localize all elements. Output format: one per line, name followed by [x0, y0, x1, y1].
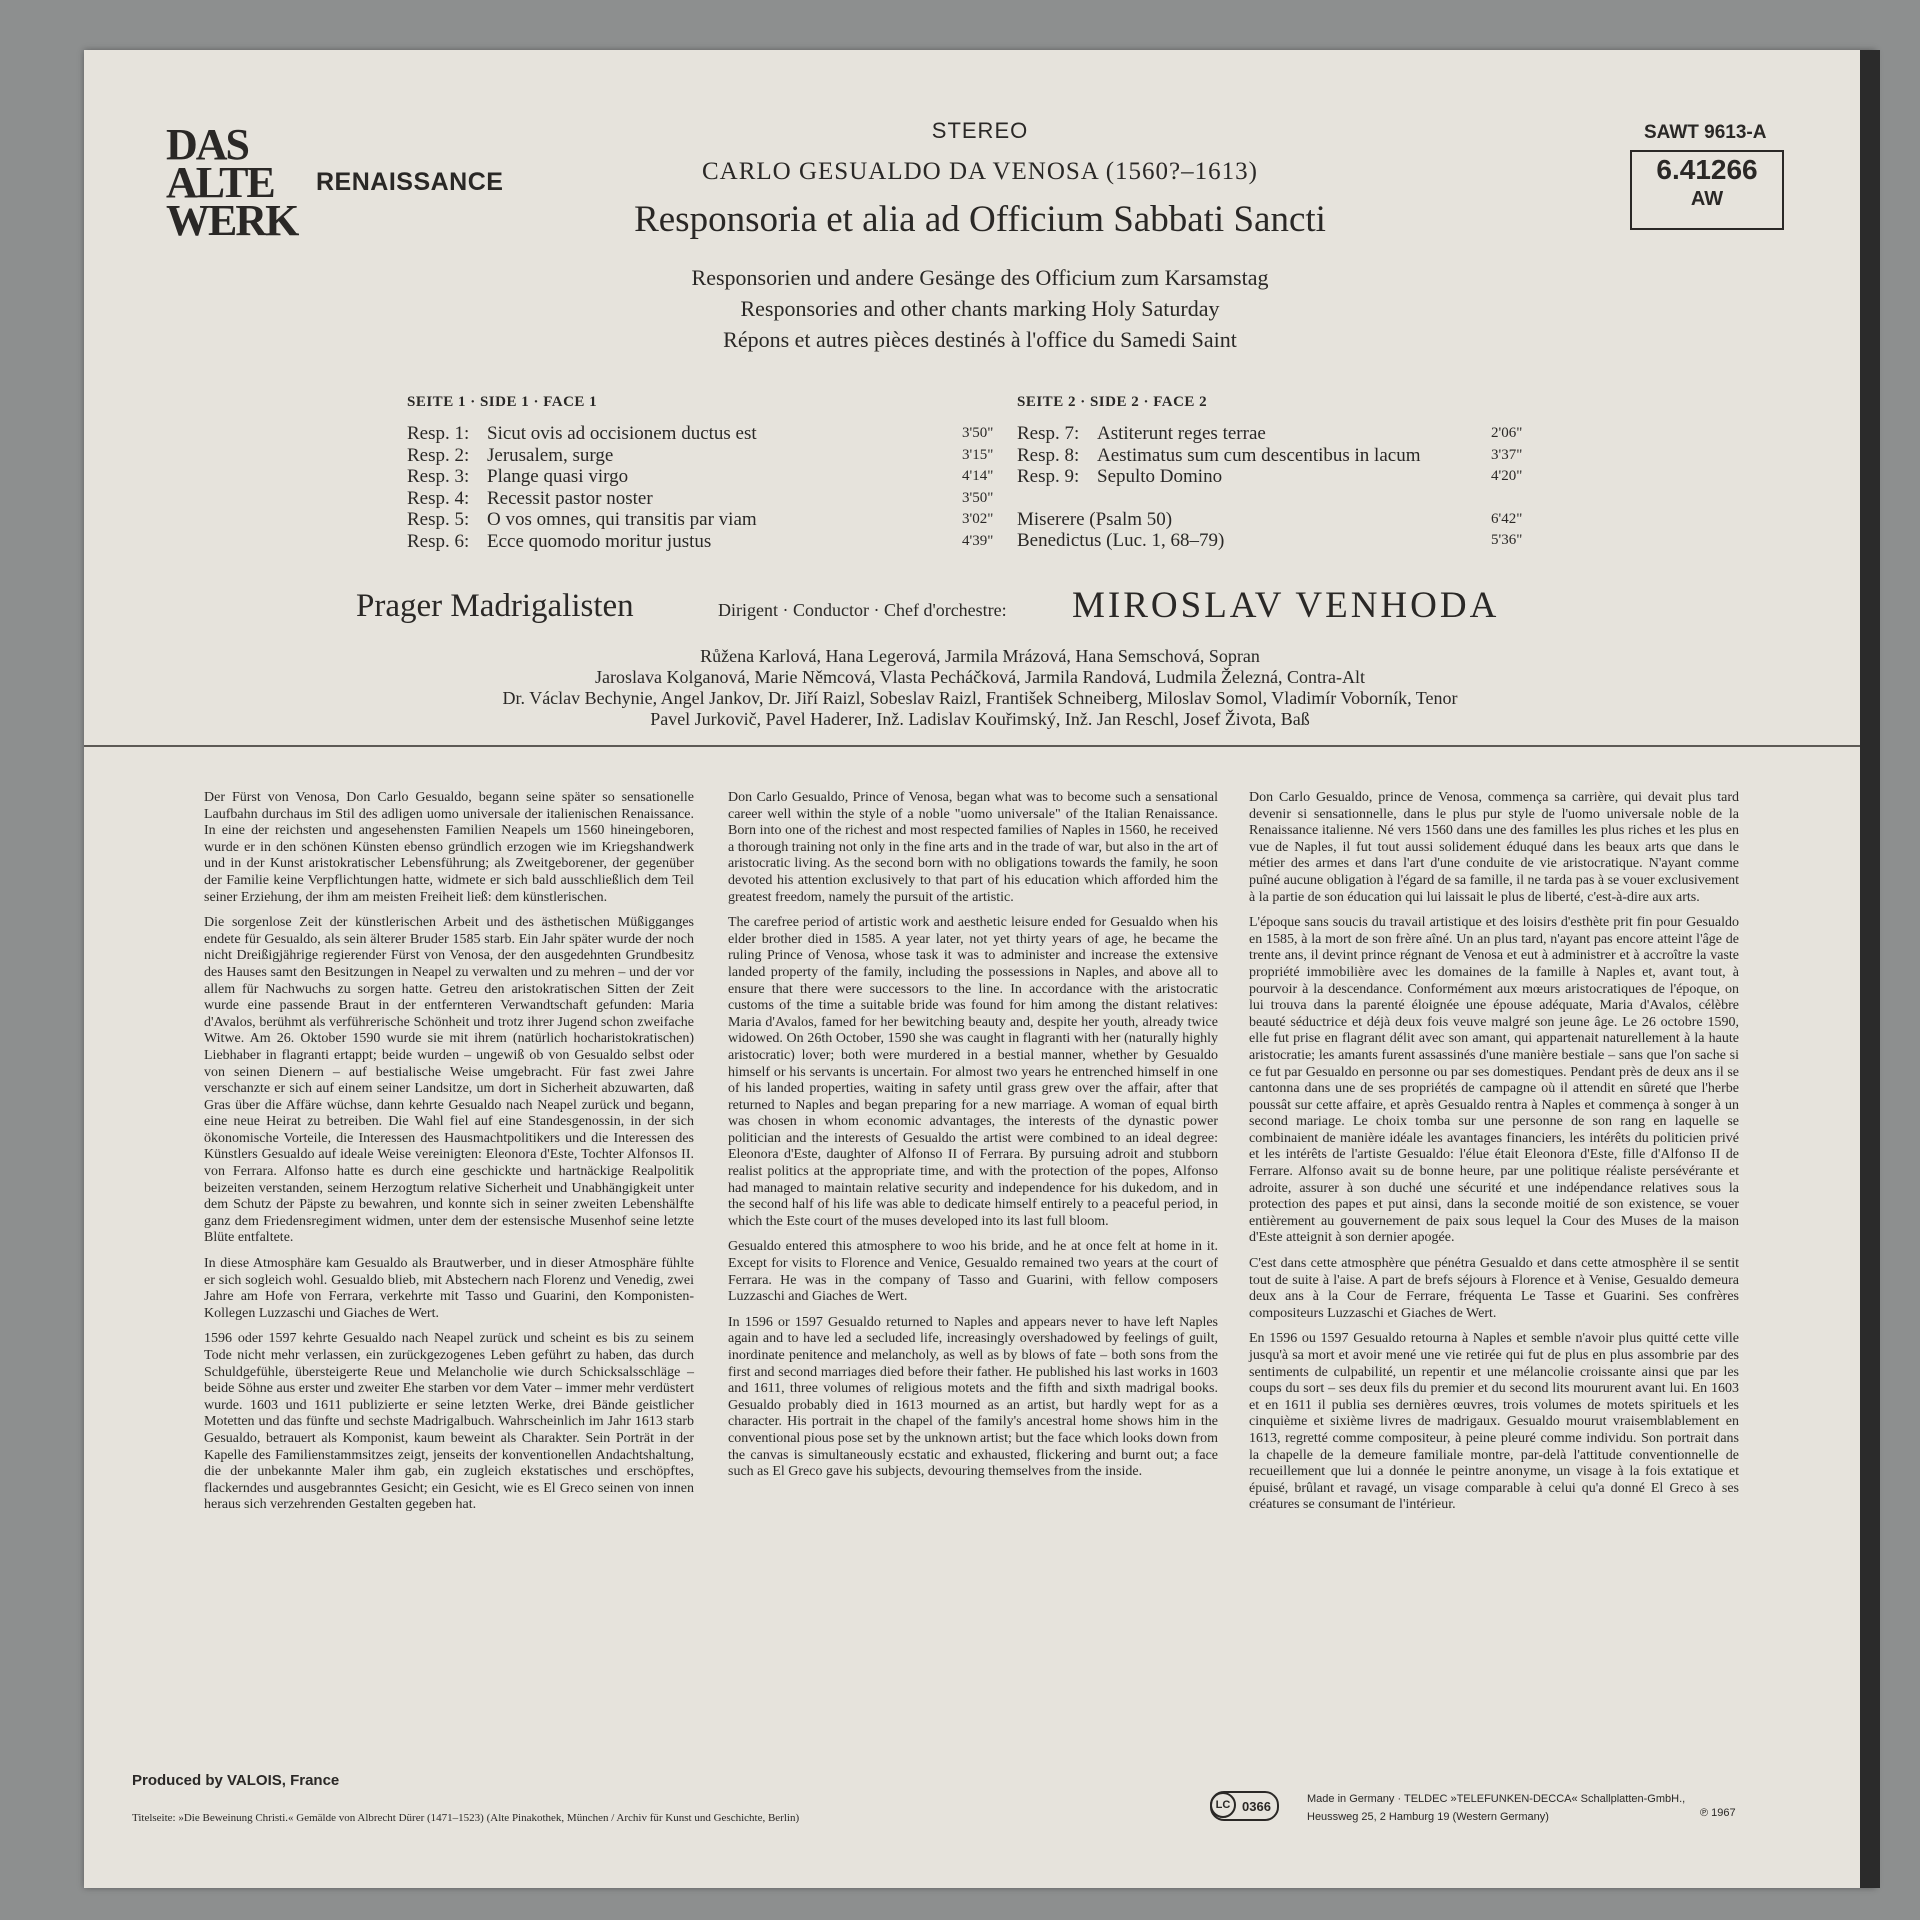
- notes-english: [728, 790, 1218, 1490]
- track-code: Resp. 1:: [407, 423, 470, 444]
- paragraph: In diese Atmosphäre kam Gesualdo als Brautwerber, und in dieser Atmosphäre fühlte er sich sogleich wohl. Gesualdo blieb, mit Abstechern nach Florenz und Venedig, zwei Jahre am Hofe von Ferrara, verkehrte mit Tasso und Guarini, den Komponisten-Kollegen Luzzaschi und Giaches de Wert.: [204, 1256, 694, 1321]
- conductor-label: Dirigent · Conductor · Chef d'orchestre:: [718, 600, 1007, 620]
- side-1-heading: SEITE 1 · SIDE 1 · FACE 1: [407, 394, 598, 410]
- track-duration: 6'42": [1491, 510, 1523, 527]
- singers-list: [84, 646, 1876, 730]
- label-code-badge: [1210, 1791, 1279, 1821]
- paragraph: 1596 oder 1597 kehrte Gesualdo nach Neapel zurück und scheint es bis zu seinem Tode nicht mehr verlassen, ein zurückgezogenes Leben geführt zu haben, das durch Schuldgefühle, übersteigerte Reue und Melancholie wie durch Schicksalsschläge – beide Söhne aus erster und zweiter Ehe starben vor dem Vater – immer mehr verdüstert wurde. 1603 und 1611 publizierte er seine letzten Werke, drei Bände geistlicher Motetten und das fünfte und sechste Madrigalbuch. Wahrscheinlich im Jahr 1613 starb Gesualdo, betrauert als Komponist, kaum beweint als Charakter. Sein Porträt in der Kapelle des Familienstammsitzes zeigt, jenseits der konventionellen Andachtshaltung, die der unbekannte Maler ihm gab, ein zugleich ekstatisches und erschöpftes, flackerndes und ausgebranntes Gesicht; ein Gesicht, wie es El Greco seinen von innen heraus sich verzehrenden Gestalten gegeben hat.: [204, 1331, 694, 1513]
- track-duration: 3'50": [962, 489, 994, 506]
- paragraph: Der Fürst von Venosa, Don Carlo Gesualdo, begann seine später so sensationelle Laufbahn durchaus im Stil des adligen uomo universale der italienischen Renaissance. In eine der reichsten und angesehensten Familien Neapels um 1560 hineingeboren, wurde er in den schönen Künsten ebenso gründlich erzogen wie im Kriegshandwerk und in der Kunst aristokratischer Lebensführung; als Zweitgeborener, der gegenüber der Familie keine Verpflichtungen hatte, widmete er sich bald ausschließlich dem Teil seiner Erziehung, der ihm am meisten Freiheit ließ: dem künstlerischen.: [204, 790, 694, 905]
- produced-by: Produced by VALOIS, France: [132, 1772, 340, 1789]
- subtitle-french: Répons et autres pièces destinés à l'office du Samedi Saint: [723, 327, 1237, 352]
- track-row: [407, 445, 1007, 467]
- logo-line: DAS: [166, 120, 249, 169]
- subtitle-english: Responsories and other chants marking Holy Saturday: [740, 296, 1220, 321]
- singers-bass: Pavel Jurkovič, Pavel Haderer, Inž. Ladislav Kouřimský, Inž. Jan Reschl, Josef Života, Baß: [650, 709, 1310, 729]
- catalog-suffix: AW: [1690, 188, 1724, 210]
- side-2-heading: SEITE 2 · SIDE 2 · FACE 2: [1017, 394, 1208, 410]
- paragraph: Don Carlo Gesualdo, prince de Venosa, commença sa carrière, qui devait plus tard devenir si sensationnelle, dans le plus pur style de l'uomo universale noble de la Renaissance italienne. Né vers 1560 dans une des familles les plus riches et les plus en vue de Naples, il fut tout aussi solidement éduqué dans les beaux arts que dans le métier des armes et dans l'art d'une conduite de vie aristocratique. N'ayant comme puîné aucune obligation à l'égard de sa famille, il ne tarda pas à se vouer exclusivement à la partie de son éducation qui lui laissait le plus de liberté, c'est-à-dire aux arts.: [1249, 790, 1740, 905]
- sleeve-spine-edge: [1860, 50, 1880, 1888]
- conductor-name: MIROSLAV VENHODA: [1072, 585, 1500, 626]
- track-code: Resp. 4:: [407, 487, 470, 509]
- singers-alto: Jaroslava Kolganová, Marie Němcová, Vlasta Pecháčková, Jarmila Randová, Ludmila Železná, Contra-Alt: [595, 667, 1365, 687]
- composer-name: CARLO GESUALDO DA VENOSA (1560?–1613): [702, 158, 1258, 185]
- track-row: [407, 466, 1007, 488]
- track-duration: 3'15": [962, 446, 994, 463]
- track-row: [407, 488, 1007, 510]
- track-title: Jerusalem, surge: [487, 444, 614, 466]
- catalog-box: [1630, 150, 1784, 230]
- track-title: Plange quasi virgo: [487, 466, 629, 487]
- subtitles: [84, 262, 1876, 355]
- track-title: Recessit pastor noster: [487, 487, 653, 509]
- track-row: [1017, 530, 1577, 552]
- track-duration: 4'20": [1491, 468, 1523, 484]
- paragraph: The carefree period of artistic work and aesthetic leisure ended for Gesualdo when his elder brother died in 1585. A year later, not yet thirty years of age, he became the ruling Prince of Venosa, whose task it was to administer and increase the extensive landed property of the family, including the possessions in Naples, and above all to ensure that there were successors to the line. In accordance with the aristocratic customs of the time a suitable bride was found for him among the distant relatives: Maria d'Avalos, famed for her bewitching beauty and, despite her youth, already twice widowed. On 26th October, 1590 she was caught in flagranti with her (naturally highly aristocratic) lover; both were murdered in a bestial manner, whether by Gesualdo himself or his servants is uncertain. For almost two years he entrenched himself in one of his landed properties, waiting in safety until grass grew over the affair, after that returned to Naples and began preparing for a new marriage. A woman of equal birth was chosen in whom economic advantages, the interests of the dynastic power politician and the interests of Gesualdo the artist were combined to an ideal degree: Eleonora d'Este, daughter of Alfonso II of Ferrara. By pursuing adroit and stubborn realist politics at the appropriate time, and with the protection of the popes, Alfonso had managed to maintain relative security and independence for his dukedom, and in the second half of his life was able to dedicate himself entirely to a peaceful period, in which the Este court of the muses developed into its last full bloom.: [728, 915, 1218, 1229]
- track-duration: 3'50": [962, 425, 994, 441]
- track-duration: 4'14": [962, 468, 994, 484]
- side-2-tracklist: [1017, 394, 1577, 552]
- phonogram-year: ℗ 1967: [1700, 1807, 1736, 1819]
- paragraph: In 1596 or 1597 Gesualdo returned to Naples and appears never to have left Naples again and to have led a secluded life, increasingly overshadowed by feelings of guilt, inordinate penitence and melancholy, as well as by blows of fate – both sons from the first and second marriages died before their father. He published his last works in 1603 and 1611, three volumes of religious motets and the fifth and sixth madrigal books. Gesualdo probably died in 1613 mourned as an artist, but hardly wept for as a character. His portrait in the chapel of the family's ancestral home shows him in the conventional pious pose set by the unknown artist; but the face which looks down from the canvas is simultaneously ecstatic and exhausted, flickering and burnt out; a face such as El Greco gave his subjects, devouring themselves from the inside.: [728, 1314, 1218, 1480]
- track-row: [407, 423, 1007, 445]
- track-code: Resp. 3:: [407, 466, 470, 487]
- track-title: Ecce quomodo moritur justus: [487, 530, 712, 552]
- track-title: Miserere (Psalm 50): [1017, 508, 1173, 530]
- logo-line: ALTE: [166, 158, 274, 207]
- notes-german: [204, 790, 694, 1523]
- catalog-code: SAWT 9613-A: [1644, 122, 1767, 143]
- track-title: Astiterunt reges terrae: [1097, 423, 1266, 444]
- ensemble-name: Prager Madrigalisten: [356, 588, 634, 624]
- track-code: Resp. 9:: [1017, 466, 1080, 487]
- lc-number: 0366: [1242, 1798, 1271, 1814]
- track-code: Resp. 7:: [1017, 423, 1080, 444]
- paragraph: En 1596 ou 1597 Gesualdo retourna à Naples et semble n'avoir plus quitté cette ville jusqu'à sa mort et avoir mené une vie retirée qui fut de plus en plus assombrie par des sentiments de culpabilité, un repentir et une mélancolie croissante ainsi que par les coups du sort – ses deux fils du premier et du second lits moururent avant lui. En 1603 et en 1611 il publia ses dernières œuvres, trois volumes de motets spirituels et les cinquième et sixième livres de madrigaux. Gesualdo mourut vraisemblablement en 1613, regretté comme compositeur, à peine pleuré comme individu. Son portrait dans la chapelle de la demeure familiale montre, par-delà l'attitude conventionnelle de recueillement que lui a donnée le peintre anonyme, un visage à la fois extatique et épuisé, brûlant et ravagé, un visage comparable à celui qu'a donné El Greco à ses créatures se consumant de l'intérieur.: [1249, 1331, 1739, 1513]
- address: Heussweg 25, 2 Hamburg 19 (Western Germany): [1307, 1811, 1549, 1823]
- side-1-tracklist: [407, 394, 1007, 552]
- album-title: Responsoria et alia ad Officium Sabbati Sancti: [634, 199, 1326, 240]
- made-in: Made in Germany · TELDEC »TELEFUNKEN-DECCA« Schallplatten-GmbH.,: [1307, 1793, 1686, 1805]
- notes-french: [1249, 790, 1739, 1523]
- series-label: RENAISSANCE: [316, 168, 504, 196]
- track-title: Benedictus (Luc. 1, 68–79): [1017, 530, 1225, 551]
- track-title: Sicut ovis ad occisionem ductus est: [487, 423, 757, 444]
- track-code: Resp. 6:: [407, 530, 470, 552]
- manufacturer-info: [1307, 1790, 1685, 1826]
- track-duration: 4'39": [962, 532, 994, 549]
- track-row: [1017, 509, 1577, 531]
- track-code: Resp. 5:: [407, 509, 470, 530]
- track-code: Resp. 8:: [1017, 444, 1080, 466]
- singers-soprano: Růžena Karlová, Hana Legerová, Jarmila Mrázová, Hana Semschová, Sopran: [700, 646, 1260, 666]
- track-code: Resp. 2:: [407, 444, 470, 466]
- stereo-label: STEREO: [931, 118, 1029, 143]
- subtitle-german: Responsorien und andere Gesänge des Officium zum Karsamstag: [691, 265, 1269, 290]
- paragraph: Don Carlo Gesualdo, Prince of Venosa, began what was to become such a sensational career well within the style of a noble "uomo universale" of the Italian Renaissance. Born into one of the richest and most respected families of Naples in 1560, he received a thorough training not only in the fine arts and in the trade of war, but also in the art of aristocratic living. As the second born with no obligations towards the family, he soon devoted his attention exclusively to that part of his education which afforded him the greatest freedom, namely the pursuit of the artistic.: [728, 790, 1218, 905]
- track-duration: 5'36": [1491, 532, 1523, 548]
- section-divider: [84, 745, 1876, 747]
- track-row: [407, 531, 1007, 553]
- track-row: [1017, 423, 1577, 445]
- paragraph: L'époque sans soucis du travail artistique et des loisirs d'esthète prit fin pour Gesualdo en 1585, à la mort de son frère aîné. Un an plus tard, n'ayant pas encore atteint l'âge de trente ans, il devint prince régnant de Venosa et eut à administrer et à accroître la vaste propriété immobilière avec les domaines de la famille à Naples et, avant tout, à pourvoir à la descendance. Conformément aux mœurs aristocratiques de l'époque, on lui trouva dans la parenté éloignée une épouse adéquate, Maria d'Avalos, célèbre beauté séductrice et déjà deux fois veuve malgré son jeune âge. Le 26 octobre 1590, elle fut prise en flagrant délit avec son amant, qui appartenait naturellement à la haute aristocratie; les amants furent assassinés d'une manière bestiale – sans que l'on sache si ce fut par Gesualdo en personne ou par ses domestiques. Pendant près de deux ans il se cantonna dans une de ses propriétés de campagne où il attendit en sûreté que l'herbe poussât sur cette affaire, et après Gesualdo rentra à Naples et commença à songer à un second mariage. Le choix tomba sur une personne de son rang en laquelle se combinaient de manière idéale les avantages financiers, les intérêts du politicien privé et les intérêts de l'artiste Gesualdo: l'élue était Eleonora d'Este, fille d'Alfonso II de Ferrare. Alfonso avait su de bonne heure, par une politique réaliste persévérante et adroite, assurer à son duché une sécurité et une indépendance relatives sous la protection des papes et put ainsi, dans la seconde moitié de son existence, se vouer entièrement au gouvernement de paix sous lequel la Cour des Muses de la maison d'Este atteignit à son dernier apogée.: [1249, 915, 1739, 1246]
- track-duration: 3'02": [962, 511, 994, 527]
- singers-tenor: Dr. Václav Bechynie, Angel Jankov, Dr. Jiří Raizl, Sobeslav Raizl, František Schneiberg, Miloslav Somol, Vladimír Voborník, Tenor: [502, 688, 1458, 708]
- track-row: [1017, 445, 1577, 467]
- track-row: [407, 509, 1007, 531]
- logo-line: WERK: [166, 196, 298, 245]
- track-title: Sepulto Domino: [1097, 466, 1223, 487]
- record-sleeve-back: [84, 50, 1876, 1888]
- cover-credit: Titelseite: »Die Beweinung Christi.« Gemälde von Albrecht Dürer (1471–1523) (Alte Pinakothek, München / Archiv für Kunst und Geschichte, Berlin): [132, 1812, 800, 1824]
- paragraph: C'est dans cette atmosphère que pénétra Gesualdo et dans cette atmosphère il se sentit tout de suite à l'aise. A part de brefs séjours à Florence et à Venise, Gesualdo demeura deux ans à la Cour de Ferrare, fréquenta Le Tasse et Guarini. Ses confrères compositeurs Luzzaschi et Giaches de Wert.: [1249, 1256, 1739, 1321]
- paragraph: Die sorgenlose Zeit der künstlerischen Arbeit und des ästhetischen Müßigganges endete für Gesualdo, als sein älterer Bruder 1585 starb. Ein Jahr später wurde der noch nicht Dreißigjährige regierender Fürst von Venosa, der den ausgedehnten Grundbesitz des Hauses samt den Besitzungen in Neapel zu verwalten und zu mehren – und der vor allem für Nachwuchs zu sorgen hatte. Getreu den aristokratischen Sitten der Zeit wurde eine passende Braut in der entfernteren Verwandtschaft gefunden: Maria d'Avalos, berühmt als verführerische Schönheit und trotz ihrer Jugend schon zweifache Witwe. Am 26. Oktober 1590 wurde sie mit ihrem (natürlich hocharistokratischen) Liebhaber in flagranti ertappt; beide wurden – ungewiß ob von Gesualdo selbst oder von seinen Dienern – auf bestialische Weise umgebracht. Für fast zwei Jahre verschanzte er sich auf einem seiner Landsitze, um dort in Sicherheit abzuwarten, daß Gras über die Affäre wüchse, dann kehrte Gesualdo nach Neapel zurück und begann, eine neue Heirat zu betreiben. Die Wahl fiel auf eine Standesgenossin, in der sich ökonomische Vorteile, die Interessen des Hausmachtpolitikers und die Interessen des Künstlers Gesualdo auf ideale Weise vereinigten: Eleonora d'Este, Tochter Alfonsos II. von Ferrara. Alfonso hatte es durch eine geschickte und hartnäckige Realpolitik beizeiten verstanden, seinem Herzogtum relative Sicherheit und Unabhängigkeit unter dem Schutz der Päpste zu bewahren, und konnte sich in seiner zweiten Lebenshälfte ganz dem Friedensregiment widmen, unter dem der estensische Musenhof seine letzte Blüte entfaltete.: [204, 915, 694, 1246]
- track-duration: 3'37": [1491, 446, 1523, 463]
- track-title: Aestimatus sum cum descentibus in lacum: [1097, 444, 1421, 466]
- lc-circle: LC: [1210, 1792, 1236, 1818]
- track-row: [1017, 466, 1577, 488]
- paragraph: Gesualdo entered this atmosphere to woo his bride, and he at once felt at home in it. Except for visits to Florence and Venice, Gesualdo remained two years at the court of Ferrara. He was in the company of Tasso and Guarini, with fellow composers Luzzaschi and Giaches de Wert.: [728, 1239, 1218, 1305]
- track-duration: 2'06": [1491, 425, 1523, 441]
- track-title: O vos omnes, qui transitis par viam: [487, 509, 757, 530]
- catalog-number: 6.41266: [1656, 154, 1758, 185]
